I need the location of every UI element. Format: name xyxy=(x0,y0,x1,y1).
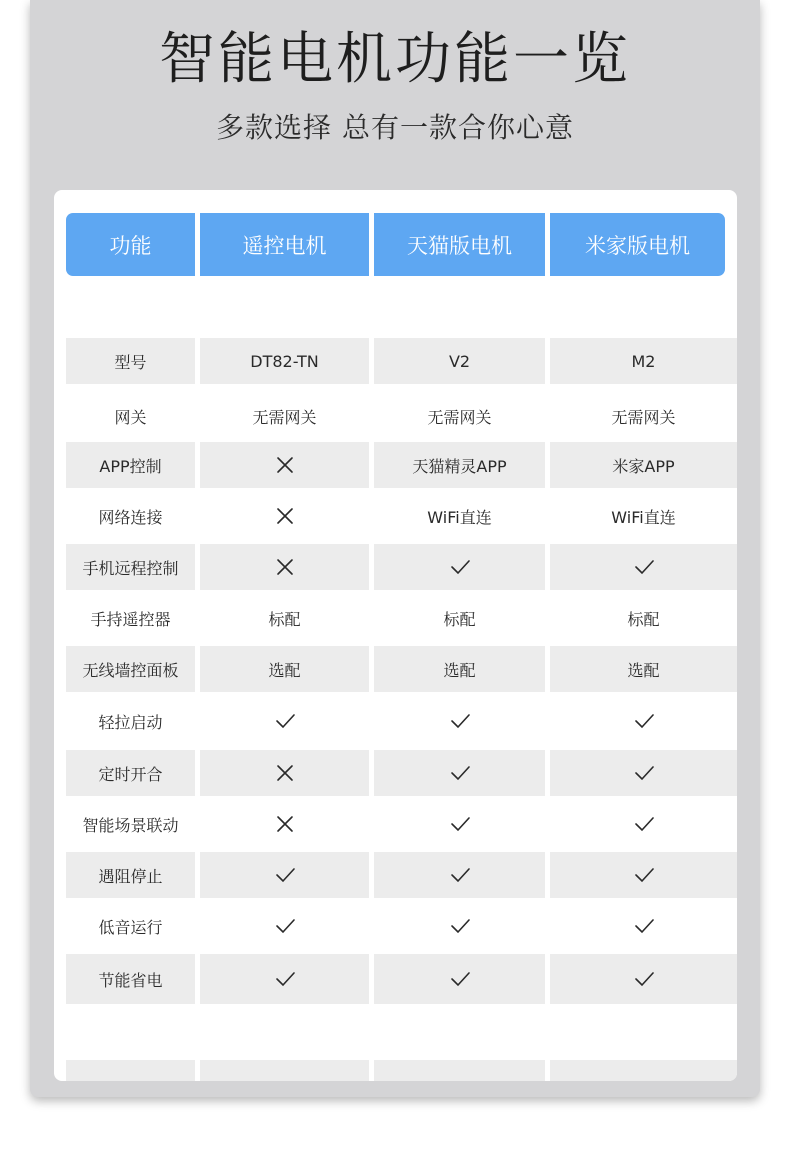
feature-label: 型号 xyxy=(66,338,195,384)
comparison-panel xyxy=(30,0,760,1097)
table-cell xyxy=(374,544,545,590)
check-icon xyxy=(449,915,471,937)
table-cell xyxy=(374,692,545,750)
table-cell xyxy=(550,692,737,750)
feature-label: 网络连接 xyxy=(98,507,163,527)
table-cell xyxy=(374,954,545,1004)
check-icon xyxy=(274,710,296,732)
check-icon xyxy=(633,864,655,886)
feature-label: 遇阻停止 xyxy=(66,852,195,898)
table-cell: 选配 xyxy=(374,646,545,692)
cross-icon xyxy=(274,556,296,578)
table-cell: WiFi直连 xyxy=(427,507,492,527)
check-icon xyxy=(274,968,296,990)
column-header-remote-motor: 遥控电机 xyxy=(200,213,369,276)
table-cell: 选配 xyxy=(200,646,369,692)
table-cell xyxy=(374,898,545,954)
table-cell xyxy=(374,852,545,898)
check-icon xyxy=(449,762,471,784)
feature-label: 无线墙控面板 xyxy=(66,646,195,692)
feature-label: 网关 xyxy=(114,407,147,427)
table-cell: DT82-TN xyxy=(200,338,369,384)
table-cell: 天猫精灵APP xyxy=(374,442,545,488)
empty-cell xyxy=(374,1060,545,1081)
check-icon xyxy=(449,968,471,990)
check-icon xyxy=(449,710,471,732)
table-row xyxy=(54,796,737,852)
cross-icon xyxy=(274,454,296,476)
check-icon xyxy=(274,864,296,886)
table-row xyxy=(54,338,737,384)
table-cell xyxy=(200,544,369,590)
check-icon xyxy=(449,864,471,886)
feature-label: 低音运行 xyxy=(98,917,163,937)
check-icon xyxy=(449,556,471,578)
feature-label: APP控制 xyxy=(66,442,195,488)
table-cell xyxy=(200,898,369,954)
check-icon xyxy=(633,762,655,784)
table-cell xyxy=(200,852,369,898)
table-cell: 标配 xyxy=(268,609,301,629)
table-cell xyxy=(200,750,369,796)
empty-cell xyxy=(200,1060,369,1081)
column-header-tmall-motor: 天猫版电机 xyxy=(374,213,545,276)
table-cell xyxy=(200,796,369,852)
feature-label: 定时开合 xyxy=(66,750,195,796)
feature-label: 手机远程控制 xyxy=(66,544,195,590)
feature-label: 手持遥控器 xyxy=(90,609,171,629)
table-cell xyxy=(374,796,545,852)
table-cell: 标配 xyxy=(443,609,476,629)
cross-icon xyxy=(274,762,296,784)
empty-cell xyxy=(550,1060,737,1081)
table-cell xyxy=(200,692,369,750)
table-cell xyxy=(200,954,369,1004)
check-icon xyxy=(633,710,655,732)
feature-label: 智能场景联动 xyxy=(82,815,179,835)
table-cell xyxy=(374,750,545,796)
comparison-table xyxy=(54,190,737,1081)
cross-icon xyxy=(274,505,296,527)
check-icon xyxy=(274,915,296,937)
column-header-feature: 功能 xyxy=(66,213,195,276)
check-icon xyxy=(633,813,655,835)
table-cell xyxy=(550,954,737,1004)
table-cell xyxy=(200,442,369,488)
table-cell xyxy=(550,544,737,590)
table-cell: 无需网关 xyxy=(252,407,317,427)
table-cell: 无需网关 xyxy=(611,407,676,427)
table-footer-row xyxy=(54,1060,737,1081)
page-title: 智能电机功能一览 xyxy=(159,27,631,92)
check-icon xyxy=(633,915,655,937)
table-cell: 选配 xyxy=(550,646,737,692)
table-row xyxy=(54,692,737,750)
table-cell: V2 xyxy=(374,338,545,384)
table-row xyxy=(54,954,737,1004)
check-icon xyxy=(633,556,655,578)
table-cell xyxy=(550,852,737,898)
feature-label: 轻拉启动 xyxy=(98,712,163,732)
table-cell: 标配 xyxy=(627,609,660,629)
table-cell: WiFi直连 xyxy=(611,507,676,527)
cross-icon xyxy=(274,813,296,835)
table-row xyxy=(54,750,737,796)
table-row xyxy=(54,898,737,954)
table-row xyxy=(54,488,737,544)
page-subtitle: 多款选择 总有一款合你心意 xyxy=(216,111,574,144)
table-row xyxy=(54,646,737,692)
table-cell xyxy=(550,750,737,796)
table-row xyxy=(54,852,737,898)
check-icon xyxy=(633,968,655,990)
table-cell xyxy=(550,796,737,852)
table-row xyxy=(54,390,737,442)
table-cell: M2 xyxy=(550,338,737,384)
table-cell: 米家APP xyxy=(550,442,737,488)
table-cell xyxy=(550,898,737,954)
check-icon xyxy=(449,813,471,835)
table-row xyxy=(54,544,737,590)
column-header-mijia-motor: 米家版电机 xyxy=(550,213,725,276)
table-cell xyxy=(200,488,369,544)
feature-label: 节能省电 xyxy=(66,954,195,1004)
table-cell: 无需网关 xyxy=(427,407,492,427)
empty-cell xyxy=(66,1060,195,1081)
table-row xyxy=(54,442,737,488)
table-row xyxy=(54,590,737,646)
